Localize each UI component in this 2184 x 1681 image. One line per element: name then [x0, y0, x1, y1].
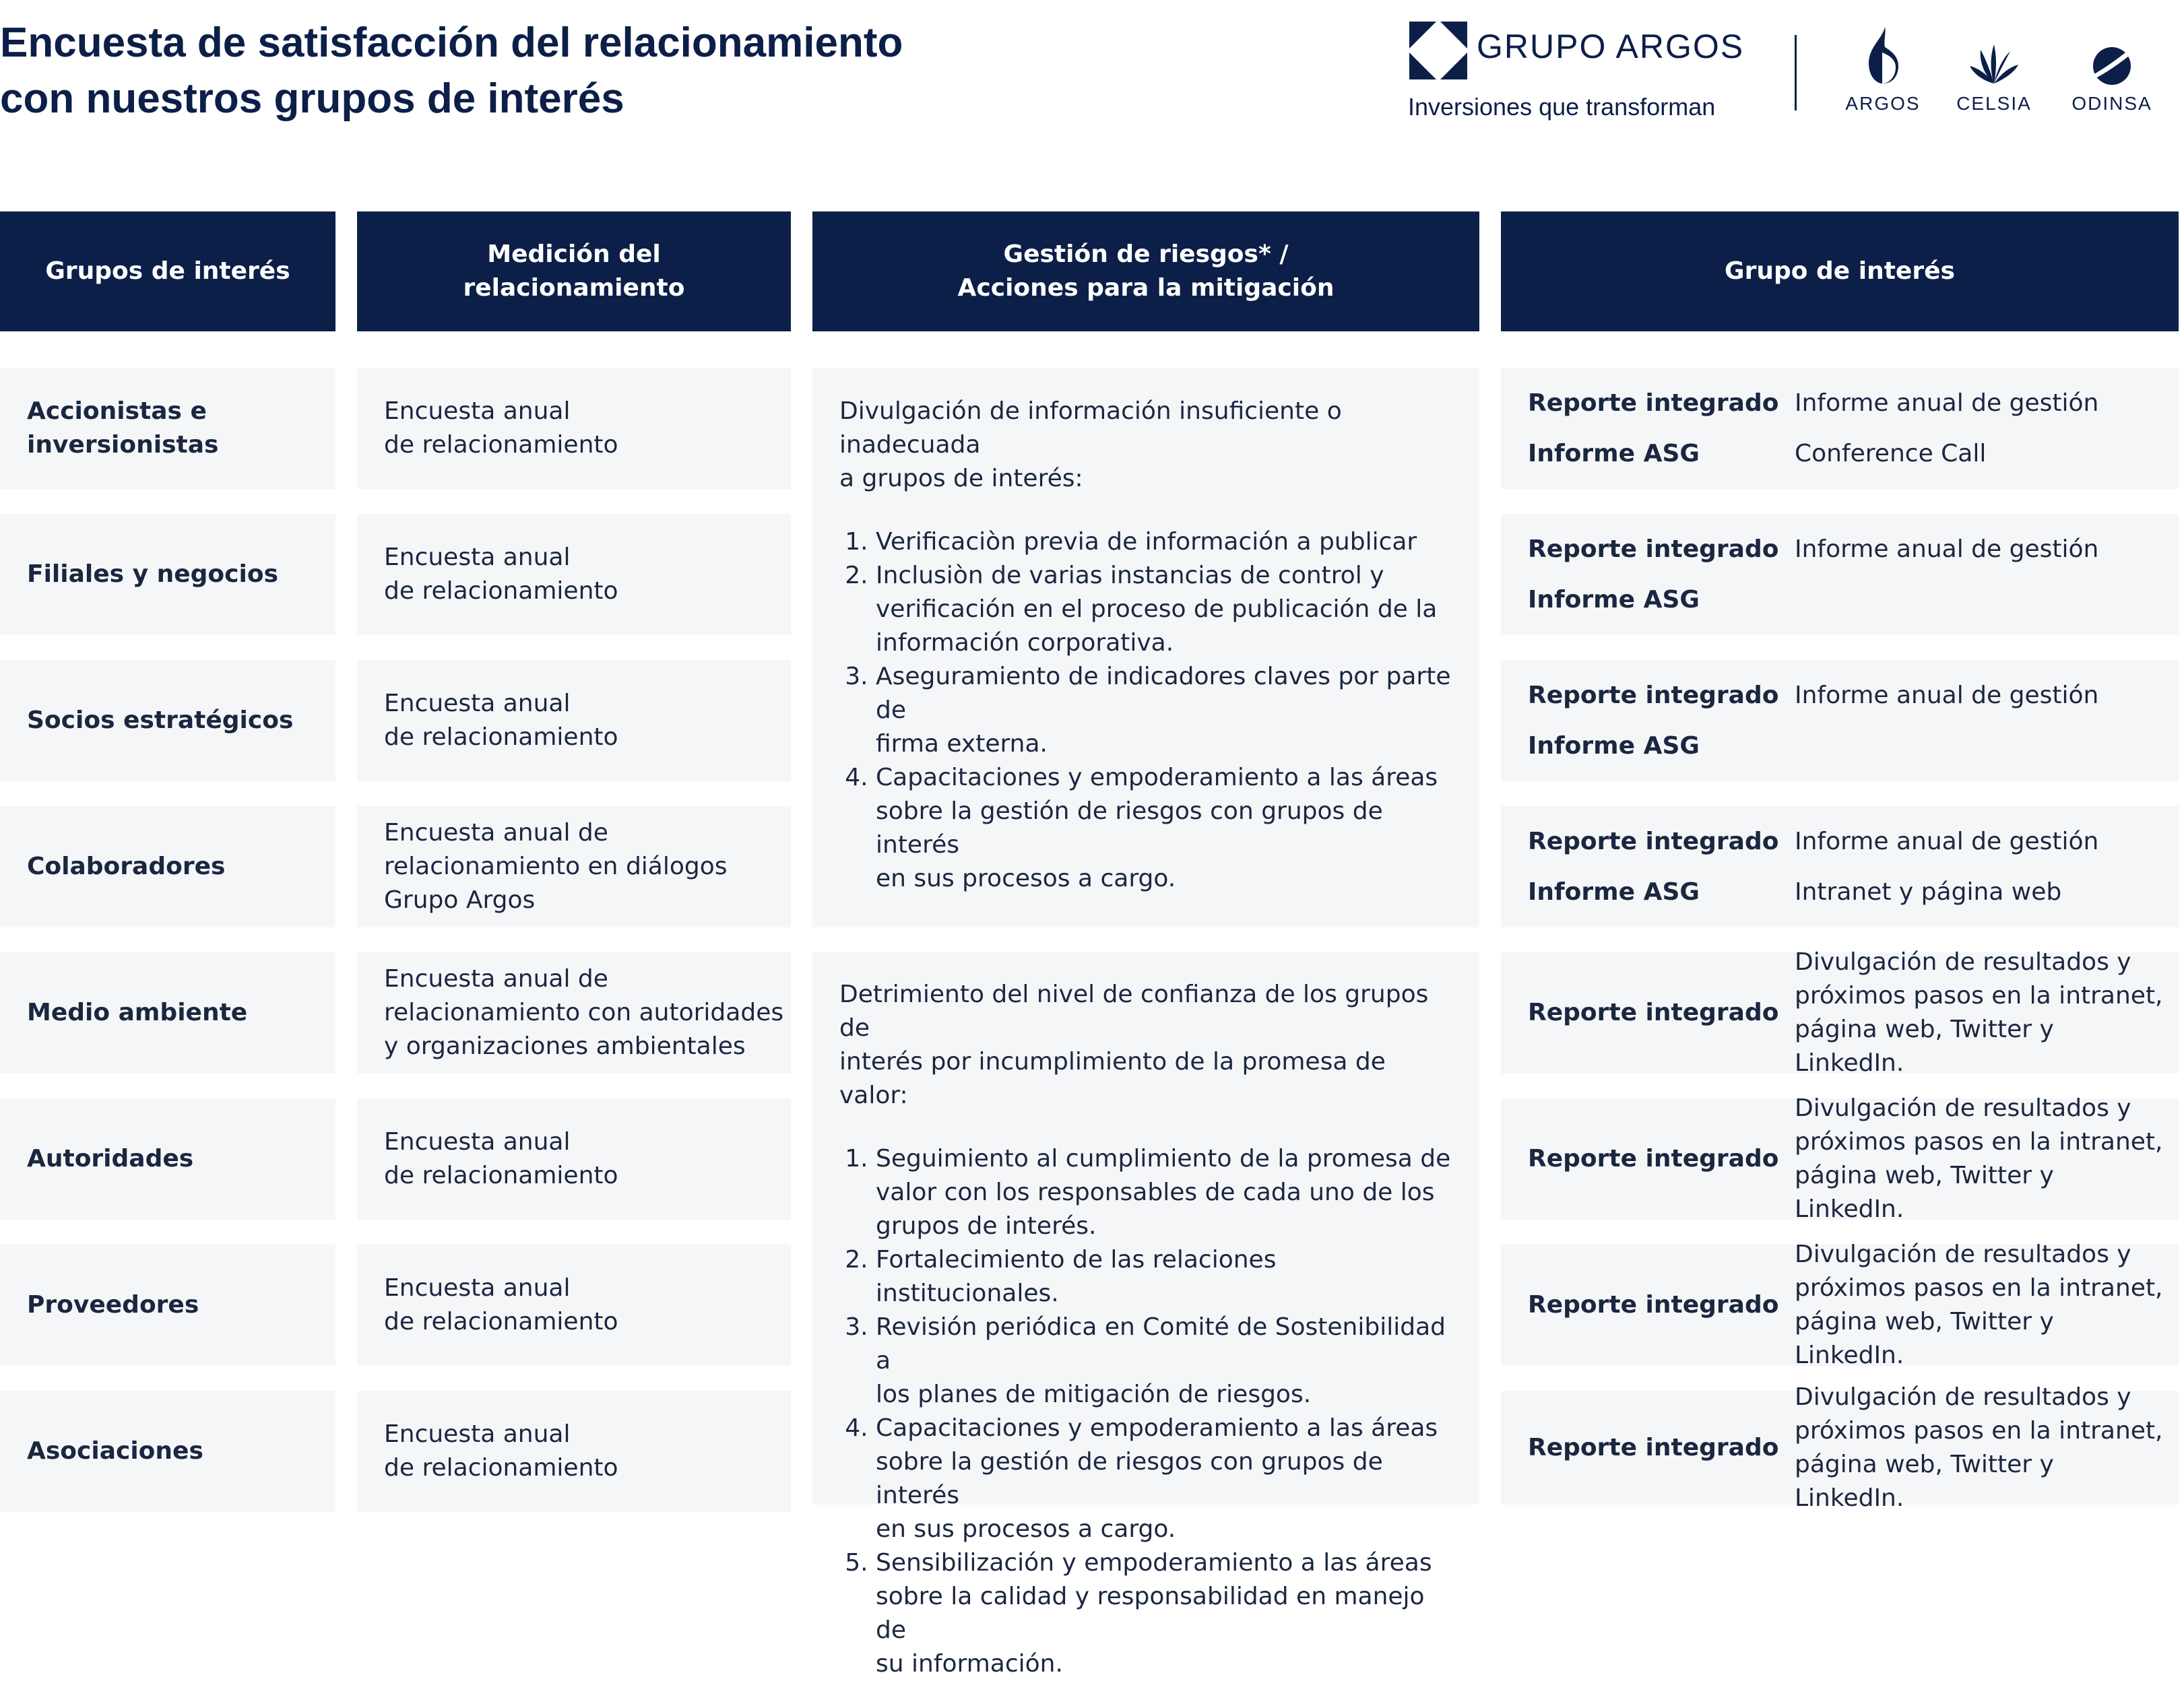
- header-reports: Grupo de interés: [1501, 211, 2179, 331]
- risk-block-1: [812, 368, 1479, 927]
- risk-block-2-intro: Detrimiento del nivel de confianza de los grupos de interés por incumplimiento de la promesa de valor:: [839, 981, 1429, 1109]
- risk-block-1-intro: Divulgación de información insuficiente o inadecuada a grupos de interés:: [839, 397, 1342, 492]
- list-item: 4. Capacitaciones y empoderamiento a las áreas sobre la gestión de riesgos con grupos de interés en sus procesos a cargo.: [876, 761, 1452, 896]
- odinsa-circle-icon: [2085, 27, 2139, 89]
- reports-cell-socios: Reporte integrado Informe anual de gestión Informe ASG: [1501, 660, 2179, 781]
- reports-cell-asociaciones: Reporte integrado Divulgación de resultados y próximos pasos en la intranet, página web, Twitter y LinkedIn.: [1501, 1391, 2179, 1505]
- measure-cell-autoridades: Encuesta anual de relacionamiento: [357, 1098, 791, 1220]
- brand-tagline: Inversiones que transforman: [1408, 93, 1716, 121]
- header-risks: Gestión de riesgos* / Acciones para la mitigación: [812, 211, 1479, 331]
- argos-flame-icon: [1859, 27, 1906, 89]
- measure-cell-accionistas: Encuesta anual de relacionamiento: [357, 368, 791, 489]
- risk-block-2-list: [839, 1142, 1452, 1681]
- measure-cell-asociaciones: Encuesta anual de relacionamiento: [357, 1391, 791, 1512]
- reports-cell-medio-ambiente: Reporte integrado Divulgación de resultados y próximos pasos en la intranet, página web, Twitter y LinkedIn.: [1501, 952, 2179, 1074]
- list-item: 4. Capacitaciones y empoderamiento a las áreas sobre la gestión de riesgos con grupos de interés en sus procesos a cargo.: [876, 1412, 1452, 1546]
- list-item: 2. Fortalecimiento de las relaciones institucionales.: [876, 1243, 1452, 1311]
- group-cell-socios: Socios estratégicos: [0, 660, 335, 781]
- logo-divider: [1795, 35, 1797, 110]
- group-cell-colaboradores: Colaboradores: [0, 806, 335, 927]
- header-measure: Medición del relacionamiento: [357, 211, 791, 331]
- list-item: 3. Aseguramiento de indicadores claves por parte de firma externa.: [876, 660, 1452, 761]
- header-groups: Grupos de interés: [0, 211, 335, 331]
- group-cell-proveedores: Proveedores: [0, 1245, 335, 1366]
- page-title: [0, 15, 1010, 127]
- argos-label: ARGOS: [1845, 93, 1921, 114]
- group-cell-asociaciones: Asociaciones: [0, 1391, 335, 1512]
- grupo-argos-logo-icon: [1409, 22, 1467, 79]
- reports-cell-filiales: Reporte integrado Informe anual de gestión Informe ASG: [1501, 514, 2179, 635]
- list-item: 1. Seguimiento al cumplimiento de la promesa de valor con los responsables de cada uno de los grupos de interés.: [876, 1142, 1452, 1243]
- group-cell-autoridades: Autoridades: [0, 1098, 335, 1220]
- odinsa-label: ODINSA: [2071, 93, 2152, 114]
- group-cell-accionistas: Accionistas e inversionistas: [0, 368, 335, 489]
- list-item: 2. Inclusiòn de varias instancias de control y verificación en el proceso de publicación de la información corporativa.: [876, 559, 1452, 660]
- risk-block-1-list: [839, 525, 1452, 896]
- risk-block-2: [812, 952, 1479, 1678]
- odinsa-logo: [2061, 27, 2162, 114]
- group-cell-filiales: Filiales y negocios: [0, 514, 335, 635]
- argos-logo: [1832, 27, 1933, 114]
- reports-cell-colaboradores: Reporte integrado Informe anual de gestión Informe ASG Intranet y página web: [1501, 806, 2179, 927]
- measure-cell-medio-ambiente: Encuesta anual de relacionamiento con autoridades y organizaciones ambientales: [357, 952, 791, 1074]
- celsia-leaf-icon: [1967, 27, 2021, 89]
- group-cell-medio-ambiente: Medio ambiente: [0, 952, 335, 1074]
- measure-cell-colaboradores: Encuesta anual de relacionamiento en diálogos Grupo Argos: [357, 806, 791, 927]
- title-line-1: Encuesta de satisfacción del relacionamiento: [0, 20, 903, 66]
- reports-cell-accionistas: Reporte integrado Informe anual de gestión Informe ASG Conference Call: [1501, 368, 2179, 489]
- measure-cell-socios: Encuesta anual de relacionamiento: [357, 660, 791, 781]
- list-item: 5. Sensibilización y empoderamiento a las áreas sobre la calidad y responsabilidad en manejo de su información.: [876, 1546, 1452, 1681]
- celsia-label: CELSIA: [1956, 93, 2032, 114]
- reports-cell-autoridades: Reporte integrado Divulgación de resultados y próximos pasos en la intranet, página web, Twitter y LinkedIn.: [1501, 1098, 2179, 1220]
- measure-cell-proveedores: Encuesta anual de relacionamiento: [357, 1245, 791, 1366]
- celsia-logo: [1944, 27, 2045, 114]
- title-line-2: con nuestros grupos de interés: [0, 75, 624, 122]
- reports-cell-proveedores: Reporte integrado Divulgación de resultados y próximos pasos en la intranet, página web, Twitter y LinkedIn.: [1501, 1245, 2179, 1366]
- list-item: 1. Verificaciòn previa de información a publicar: [876, 525, 1452, 559]
- brand-name: GRUPO ARGOS: [1477, 28, 1745, 65]
- measure-cell-filiales: Encuesta anual de relacionamiento: [357, 514, 791, 635]
- list-item: 3. Revisión periódica en Comité de Sostenibilidad a los planes de mitigación de riesgos.: [876, 1311, 1452, 1412]
